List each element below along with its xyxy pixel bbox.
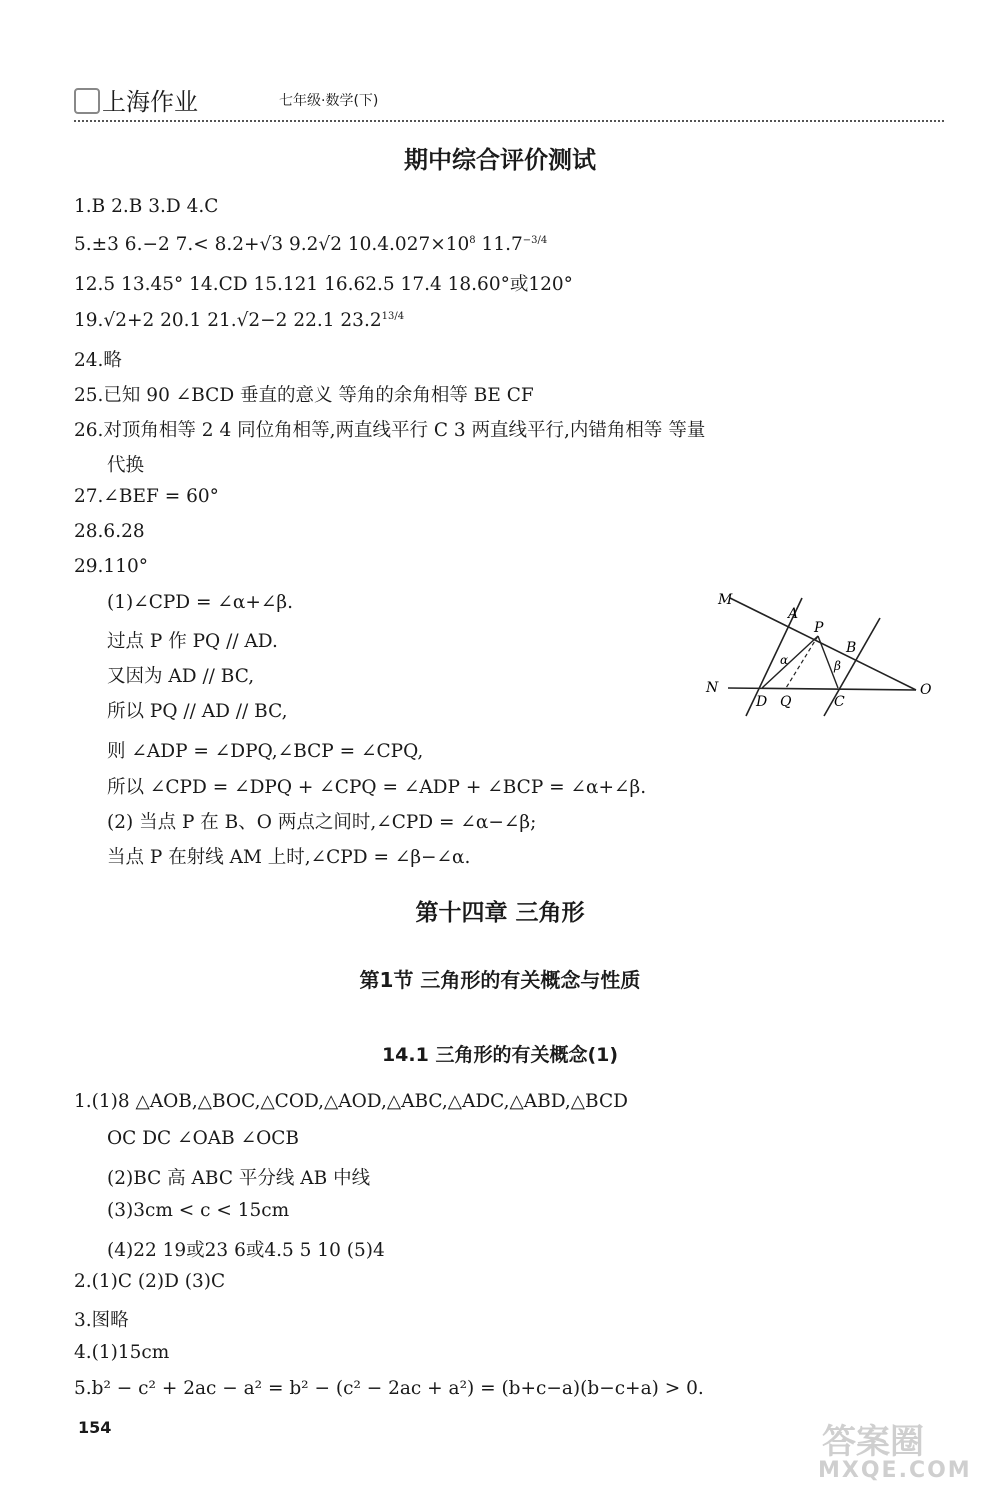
ch14-answer-1d: (3)3cm < c < 15cm	[107, 1200, 290, 1221]
answer-line-6: 25.已知 90 ∠BCD 垂直的意义 等角的余角相等 BE CF	[74, 385, 534, 406]
proof-line-6: 所以 ∠CPD = ∠DPQ + ∠CPQ = ∠ADP + ∠BCP = ∠α+∠β.	[107, 777, 647, 798]
line-bc	[824, 618, 880, 716]
ch14-answer-4: 4.(1)15cm	[74, 1342, 170, 1363]
label-n: N	[706, 680, 719, 696]
label-p: P	[814, 620, 824, 636]
answer-line-11: 29.110°	[74, 556, 148, 577]
ch14-answer-1a: 1.(1)8 △AOB,△BOC,△COD,△AOD,△ABC,△ADC,△ABD,△BCD	[74, 1091, 628, 1112]
label-d: D	[756, 694, 768, 710]
answer-line-8: 代换	[107, 455, 145, 476]
answer-line-4: 19.√2+2 20.1 21.√2−2 22.1 $23.2^{13/4}$	[74, 310, 405, 331]
section-title: 期中综合评价测试	[404, 146, 596, 174]
ch14-answer-1c: (2)BC 高 ABC 平分线 AB 中线	[107, 1168, 371, 1189]
answer-line-2: 5.±3 6.−2 7.< 8.2+√3 9.2√2 $10.4.027\times 10^8$ $11.7^{-3/4}$	[74, 234, 548, 255]
watermark-url: MXQE.COM	[818, 1458, 972, 1483]
proof-line-2: 过点 P 作 PQ // AD.	[107, 631, 278, 652]
page-header	[74, 82, 944, 122]
label-q: Q	[780, 694, 792, 710]
label-b: B	[846, 640, 857, 656]
geometry-figure	[700, 580, 940, 720]
brand-name: 上海作业	[102, 88, 198, 116]
proof-line-8: 当点 P 在射线 AM 上时,∠CPD = ∠β−∠α.	[107, 847, 471, 868]
subsection-title: 14.1 三角形的有关概念(1)	[381, 1044, 619, 1066]
answer-line-1: 1.B 2.B 3.D 4.C	[74, 196, 219, 217]
label-a: A	[788, 606, 799, 622]
answer-line-9: 27.∠BEF = 60°	[74, 486, 219, 507]
proof-line-4: 所以 PQ // AD // BC,	[107, 701, 288, 722]
answer-line-10: 28.6.28	[74, 521, 145, 542]
answer-line-7: 26.对顶角相等 2 4 同位角相等,两直线平行 C 3 两直线平行,内错角相等 等量	[74, 420, 706, 441]
ch14-answer-3: 3.图略	[74, 1310, 129, 1331]
label-m: M	[718, 592, 733, 608]
page-number: 154	[78, 1418, 112, 1437]
ch14-answer-1b: OC DC ∠OAB ∠OCB	[107, 1128, 299, 1149]
ch14-answer-5: 5.b² − c² + 2ac − a² = b² − (c² − 2ac + a²) = (b+c−a)(b−c+a) > 0.	[74, 1378, 704, 1399]
chapter-title: 第十四章 三角形	[415, 900, 585, 926]
watermark-logo: 答案圈	[822, 1422, 924, 1462]
label-alpha: α	[780, 653, 789, 667]
label-beta: β	[834, 659, 841, 673]
proof-line-7: (2) 当点 P 在 B、O 两点之间时,∠CPD = ∠α−∠β;	[107, 812, 537, 833]
label-o: O	[920, 682, 932, 698]
section1-title: 第1节 三角形的有关概念与性质	[359, 968, 641, 992]
ray-mo	[730, 598, 916, 690]
ch14-answer-1e: (4)22 19或23 6或4.5 5 10 (5)4	[107, 1240, 385, 1261]
grade-label: 七年级·数学(下)	[279, 93, 379, 109]
segment-pd	[762, 636, 818, 688]
brand-logo-icon	[74, 88, 100, 114]
answer-line-5: 24.略	[74, 350, 122, 371]
header-divider	[74, 120, 944, 122]
label-c: C	[834, 694, 845, 710]
answer-line-3: 12.5 13.45° 14.CD 15.121 16.62.5 17.4 18.60°或120°	[74, 274, 573, 295]
ray-no	[728, 688, 916, 690]
proof-line-3: 又因为 AD // BC,	[107, 666, 255, 687]
ch14-answer-2: 2.(1)C (2)D (3)C	[74, 1271, 226, 1292]
proof-line-5: 则 ∠ADP = ∠DPQ,∠BCP = ∠CPQ,	[107, 741, 424, 762]
proof-line-1: (1)∠CPD = ∠α+∠β.	[107, 592, 293, 613]
